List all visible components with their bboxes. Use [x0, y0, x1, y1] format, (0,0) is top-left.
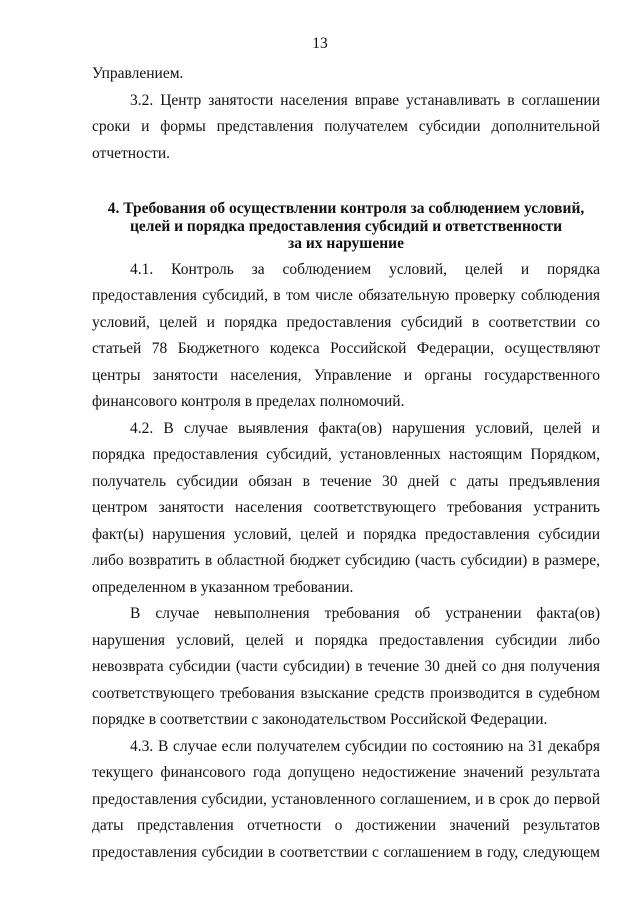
- paragraph-4-1: 4.1. Контроль за соблюдением условий, целей и порядка предоставления субсидий, в том числе обязательную проверку соблюдения условий, целей и порядка предоставления субсидий в соответствии со статьей 78 Бюджетного кодекса Российской Федерации, осуществляют центры занятости населения, Управление и органы государственного финансового контроля в пределах полномочий.: [92, 260, 600, 410]
- section-4-heading: [92, 200, 600, 253]
- paragraph-4-3: 4.3. В случае если получателем субсидии по состоянию на 31 декабря текущего финансового года допущено недостижение значений результата предоставления субсидии, установленного соглашением, и в срок до первой даты представления отчетности о достижении значений результатов предоставления субсидии в соответствии с соглашением в году, следующем: [92, 737, 600, 861]
- page-number: 13: [312, 35, 328, 52]
- document-body: [92, 61, 600, 866]
- section-4-heading-line-1: 4. Требования об осуществлении контроля за соблюдением условий,: [107, 200, 585, 217]
- section-4-heading-line-3: за их нарушение: [288, 235, 404, 252]
- paragraph-3-2: 3.2. Центр занятости населения вправе устанавливать в соглашении сроки и формы представления получателем субсидии дополнительной отчетности.: [92, 91, 600, 162]
- paragraph-4-2: 4.2. В случае выявления факта(ов) нарушения условий, целей и порядка предоставления субсидий, установленных настоящим Порядком, получатель субсидии обязан в течение 30 дней с даты предъявления центром занятости населения соответствующего требования устранить факт(ы) нарушения условий, целей и порядка предоставления субсидии либо возвратить в областной бюджет субсидию (часть субсидии) в размере, определенном в указанном требовании.: [92, 419, 600, 596]
- paragraph-4-2-continued: В случае невыполнения требования об устранении факта(ов) нарушения условий, целей и порядка предоставления субсидии либо невозврата субсидии (части субсидии) в течение 30 дней со дня получения соответствующего требования взыскание средств производится в судебном порядке в соответствии с законодательством Российской Федерации.: [92, 605, 600, 728]
- paragraph-continuation: Управлением.: [92, 65, 184, 82]
- section-4-heading-line-2: целей и порядка предоставления субсидий и ответственности: [129, 217, 563, 235]
